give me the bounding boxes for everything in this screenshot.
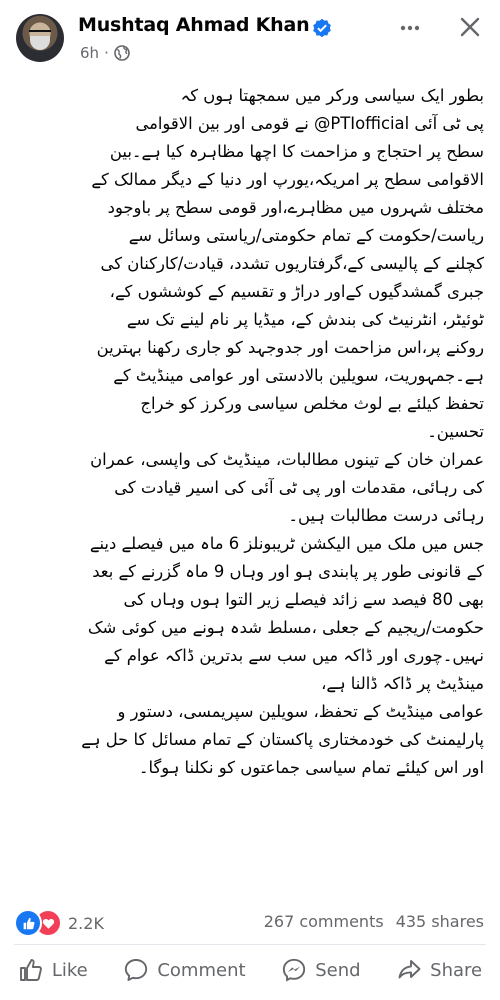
more-options-icon[interactable]: [398, 16, 422, 40]
post-line: کے قانونی طور پر پابندی ہو اور وہاں 9 ماہ گزرنے کے بعد: [92, 562, 484, 581]
send-label: Send: [315, 959, 361, 981]
post-header: [0, 0, 500, 74]
avatar[interactable]: [16, 14, 64, 62]
post-line: روکنے پر،اس مزاحمت اور جدوجہد کو جاری رکھنا بہترین: [96, 338, 484, 357]
post-line: اور اس کیلئے تمام سیاسی جماعتوں کو نکلنا ہوگا۔: [138, 758, 484, 777]
post-line: جبری گمشدگیوں کےاور دراڑ و تقسیم کے کوششوں کے،: [109, 282, 484, 301]
globe-icon: [114, 45, 130, 61]
engagement-counts: [264, 912, 484, 931]
post-line: عوامی مینڈیٹ کے تحفظ، سویلین سپریمسی، دستور و: [117, 702, 484, 721]
post-line: پارلیمنٹ کی خودمختاری پاکستان کے تمام مسائل کا حل ہے: [81, 730, 484, 749]
avatar-beard: [30, 36, 50, 50]
post-line: تحسین۔: [427, 422, 484, 441]
send-button[interactable]: [281, 957, 360, 983]
close-icon[interactable]: [455, 12, 485, 42]
post-line: ریاست/حکومت کے تمام حکومتی/ریاستی وسائل سے: [128, 226, 484, 245]
post-line: جس میں ملک میں الیکشن ٹریبونلز 6 ماہ میں فیصلے دینے: [89, 534, 484, 553]
share-arrow-icon: [396, 957, 422, 983]
post-line: ہے۔جمہوریت، سویلین بالادستی اور عوامی مینڈیٹ کے: [113, 366, 484, 385]
post-line: عمران خان کے تینوں مطالبات، مینڈیٹ کی واپسی، عمران: [90, 450, 484, 469]
divider: [14, 944, 486, 945]
post-line: مختلف شہروں میں مظاہرے،اور قومی سطح پر باوجود: [107, 198, 484, 217]
post-line: حکومت/ریجیم کے جعلی ،مسلط شدہ ہونے میں کوئی شک: [87, 618, 484, 637]
post-line: ٹوئیٹر، انٹرنیٹ کی بندش کے، میڈیا پر نام لینے تک سے: [126, 310, 484, 329]
reaction-count: 2.2K: [68, 913, 104, 933]
post-line: سطح پر احتجاج و مزاحمت کا اچھا مظاہرہ کیا ہے۔بین: [109, 142, 484, 161]
post-line: تحفظ کیلئے بے لوث مخلص سیاسی ورکرز کو خراج: [140, 394, 484, 413]
comment-label: Comment: [157, 959, 246, 981]
post-text: [14, 82, 484, 782]
like-reaction-icon: [14, 909, 42, 937]
post-line: کچلنے کے پالیسی کے،گرفتاریوں تشدد، قیادت/کارکنان کی: [100, 254, 484, 273]
post-line: رہائی درست مطالبات ہیں۔: [288, 506, 484, 525]
comments-count[interactable]: 267 comments: [263, 912, 384, 931]
comment-button[interactable]: [123, 957, 245, 983]
messenger-icon: [281, 957, 307, 983]
post-line: مینڈیٹ پر ڈاکہ ڈالنا ہے،: [321, 674, 484, 693]
thumbs-up-icon: [18, 957, 44, 983]
meta-separator: ·: [104, 44, 109, 62]
post-line: کی رہائی، مقدمات اور پی ٹی آئی کی اسیر قیادت کی: [114, 478, 484, 497]
post-line: نہیں۔چوری اور ڈاکہ میں سب سے بدترین ڈاکہ عوام کے: [104, 646, 484, 665]
verified-badge-icon: [312, 18, 332, 38]
author-name[interactable]: Mushtaq Ahmad Khan: [78, 14, 310, 36]
post-meta: [80, 44, 130, 62]
share-label: Share: [430, 959, 483, 981]
post-line: الاقوامی سطح پر امریکہ،یورپ اور دنیا کے دیگر ممالک کے: [91, 170, 484, 189]
share-button[interactable]: [396, 957, 482, 983]
post-line: بھی 80 فیصد سے زائد فیصلے زیر التوا ہوں وہاں کی: [123, 590, 484, 609]
like-label: Like: [51, 959, 88, 981]
comment-bubble-icon: [123, 957, 149, 983]
like-button[interactable]: [18, 957, 88, 983]
shares-count[interactable]: 435 shares: [395, 912, 484, 931]
post-line: بطور ایک سیاسی ورکر میں سمجھتا ہوں کہ: [180, 86, 484, 105]
post-time[interactable]: 6h: [80, 44, 100, 62]
post-line: پی ٹی آئی PTIofficial@ نے قومی اور بین الاقوامی: [135, 114, 484, 133]
action-bar: [0, 950, 500, 990]
reaction-summary[interactable]: [14, 909, 104, 937]
